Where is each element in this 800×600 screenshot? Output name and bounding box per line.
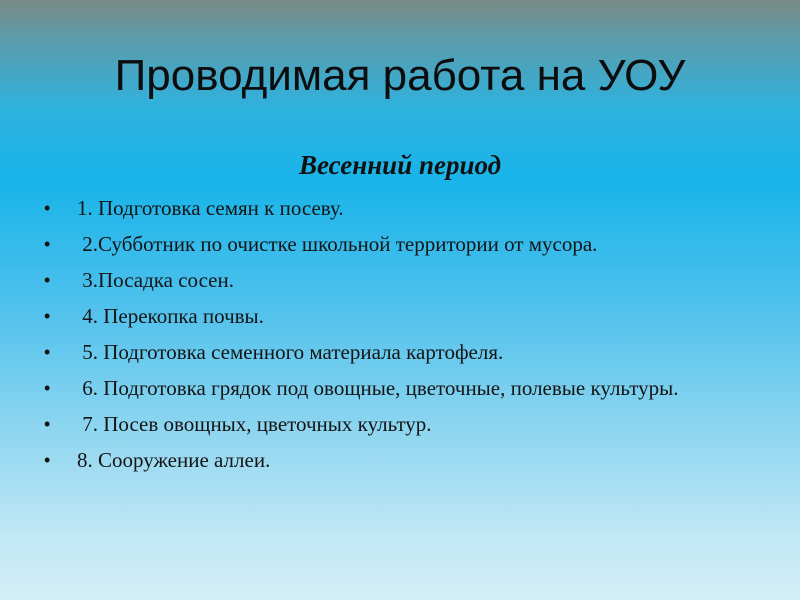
list-item-text: 6. Подготовка грядок под овощные, цветочные, полевые культуры. — [77, 376, 679, 400]
list-item — [44, 302, 764, 330]
bullet-icon: • — [44, 270, 51, 290]
list-item-text: 4. Перекопка почвы. — [77, 304, 264, 328]
list-item-text: 8. Сооружение аллеи. — [77, 448, 271, 472]
slide-subtitle: Весенний период — [298, 150, 502, 180]
list-item — [44, 230, 764, 258]
list-item — [44, 338, 764, 366]
list-item — [44, 374, 764, 402]
list-item — [44, 446, 764, 474]
list-item-text: 3.Посадка сосен. — [77, 268, 234, 292]
list-item — [44, 194, 764, 222]
bullet-icon: • — [44, 342, 51, 362]
list-item-text: 2.Субботник по очистке школьной территории от мусора. — [77, 232, 598, 256]
bullet-list — [44, 194, 764, 482]
bullet-icon: • — [44, 198, 51, 218]
bullet-icon: • — [44, 378, 51, 398]
list-item-text: 1. Подготовка семян к посеву. — [77, 196, 344, 220]
bullet-icon: • — [44, 414, 51, 434]
list-item — [44, 266, 764, 294]
list-item — [44, 410, 764, 438]
bullet-icon: • — [44, 306, 51, 326]
bullet-icon: • — [44, 450, 51, 470]
list-item-text: 7. Посев овощных, цветочных культур. — [77, 412, 432, 436]
list-item-text: 5. Подготовка семенного материала картофеля. — [77, 340, 504, 364]
slide-title: Проводимая работа на УОУ — [114, 51, 686, 100]
bullet-icon: • — [44, 234, 51, 254]
